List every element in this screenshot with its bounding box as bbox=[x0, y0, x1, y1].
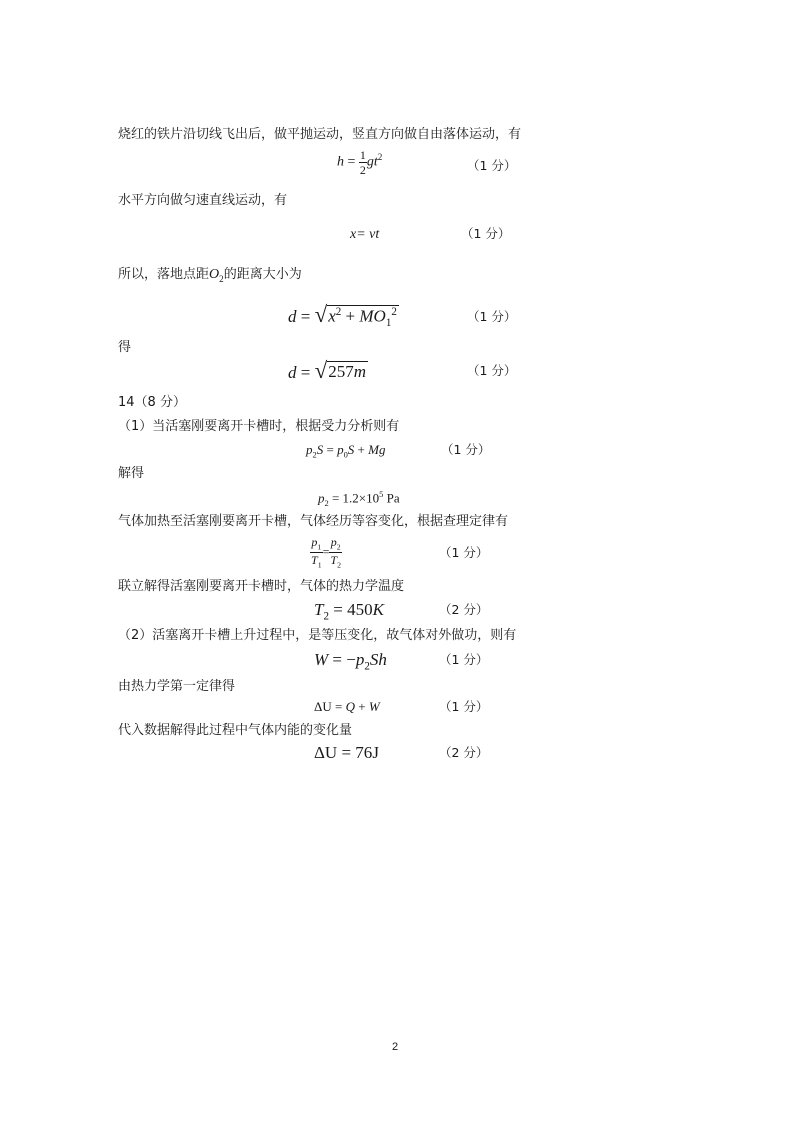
text-line: 烧红的铁片沿切线飞出后，做平抛运动，竖直方向做自由落体运动，有 bbox=[118, 127, 522, 142]
equation-force-balance: $p_2S = p_0S + Mg$ bbox=[306, 442, 386, 460]
equation-first-law: ΔU = Q + W bbox=[314, 699, 380, 714]
score-label: （1 分） bbox=[439, 699, 489, 714]
score-label: （1 分） bbox=[439, 545, 489, 560]
question-header: 14（8 分） bbox=[118, 395, 186, 410]
equation-free-fall: h = $\frac{1}{2}$ $gt^2$ bbox=[337, 148, 383, 177]
equation-pressure-result: $p_2 = 1.2\times 10^5$ Pa bbox=[318, 489, 400, 508]
text-line: 联立解得活塞刚要离开卡槽时，气体的热力学温度 bbox=[118, 579, 405, 594]
text-line: 气体加热至活塞刚要离开卡槽，气体经历等容变化，根据查理定律有 bbox=[118, 514, 509, 529]
equation-horizontal: x= vt bbox=[350, 227, 380, 242]
score-label: （1 分） bbox=[467, 309, 517, 324]
equation-charles-law: $\frac{p_1}{T_1}$ = $\frac{p_2}{T_2}$ bbox=[311, 535, 341, 570]
equation-distance-result: d = √ 257m bbox=[288, 358, 366, 383]
text-line: （2）活塞离开卡槽上升过程中，是等压变化，故气体对外做功，则有 bbox=[118, 628, 517, 643]
text-line: 由热力学第一定律得 bbox=[118, 679, 236, 694]
text-line: （1）当活塞刚要离开卡槽时，根据受力分析则有 bbox=[118, 419, 400, 434]
score-label: （1 分） bbox=[461, 226, 511, 241]
equation-temperature-result: $T_2 = 450K$ bbox=[314, 600, 384, 623]
text-line: 解得 bbox=[118, 466, 145, 481]
score-label: （1 分） bbox=[441, 442, 491, 457]
equation-distance: d = √ $x^2 + MO_1^2$ bbox=[288, 302, 397, 330]
text-line: 水平方向做匀速直线运动，有 bbox=[118, 193, 288, 208]
text-line: 所以，落地点距$O_2$的距离大小为 bbox=[118, 267, 302, 284]
equation-work: $W = -p_2Sh$ bbox=[314, 650, 387, 673]
score-label: （1 分） bbox=[467, 363, 517, 378]
score-label: （1 分） bbox=[439, 652, 489, 667]
score-label: （1 分） bbox=[467, 158, 517, 173]
text-line: 代入数据解得此过程中气体内能的变化量 bbox=[118, 723, 353, 738]
score-label: （2 分） bbox=[439, 745, 489, 760]
page-number: 2 bbox=[392, 1041, 399, 1053]
text-line: 得 bbox=[118, 340, 132, 355]
equation-internal-energy-result: ΔU = 76J bbox=[314, 743, 379, 762]
score-label: （2 分） bbox=[439, 602, 489, 617]
